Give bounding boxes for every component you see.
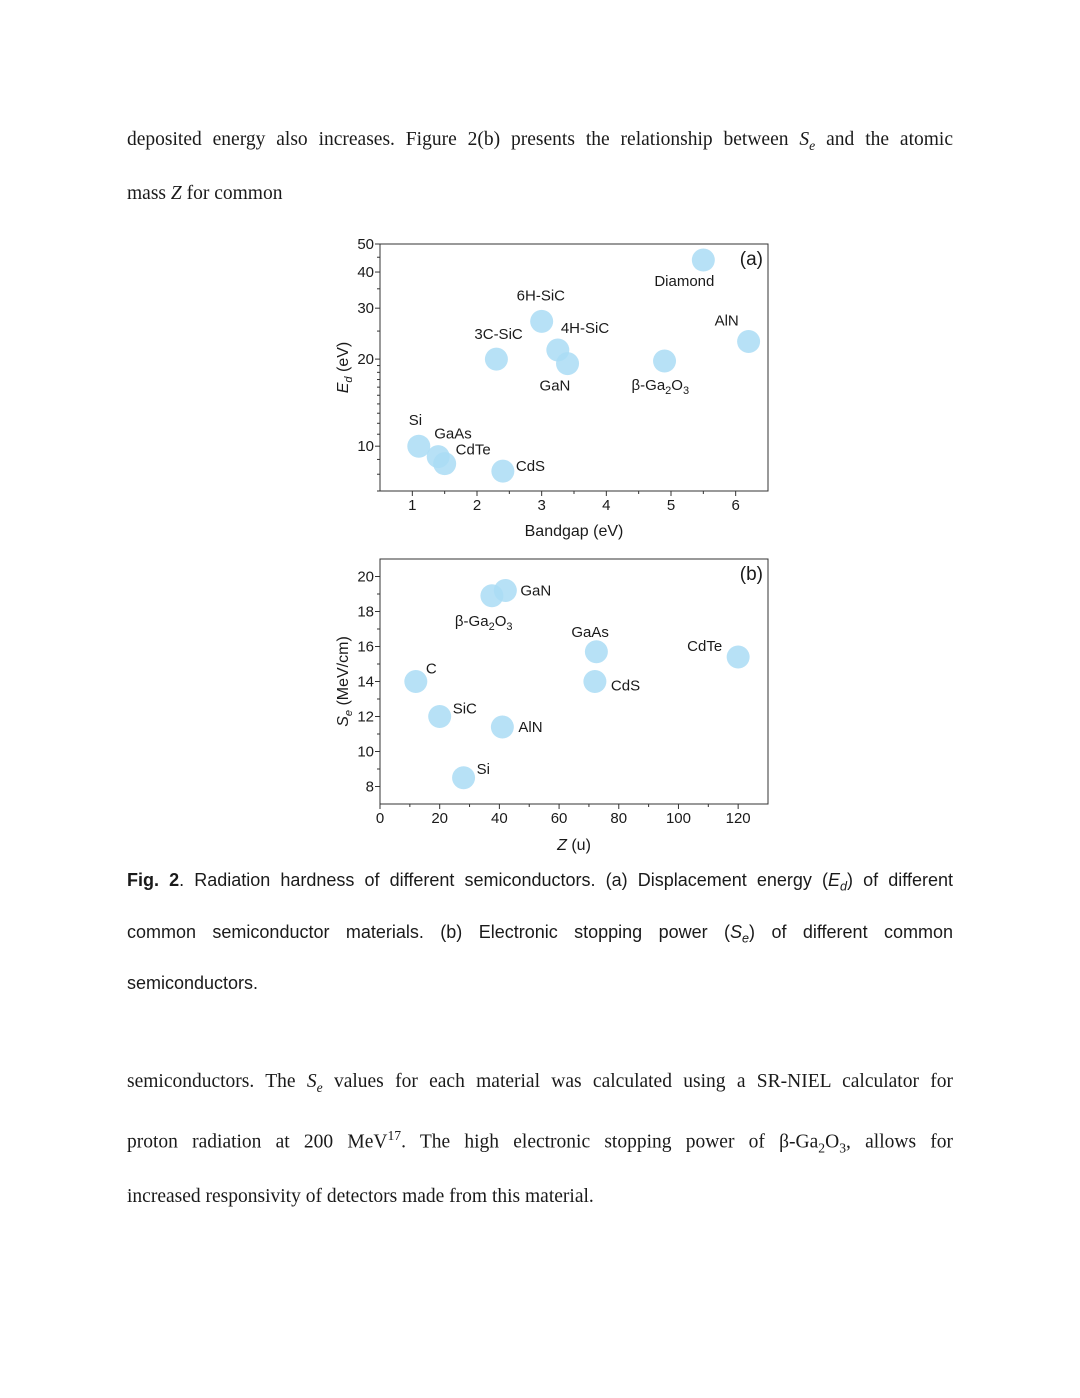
data-label: SiC bbox=[452, 700, 477, 718]
data-point bbox=[433, 452, 456, 475]
x-tick-label: 100 bbox=[665, 810, 691, 827]
y-tick-label: 20 bbox=[357, 568, 374, 586]
data-label: CdTe bbox=[455, 441, 491, 459]
y-tick-label: 10 bbox=[357, 743, 374, 761]
x-tick-label: 40 bbox=[491, 810, 508, 827]
data-point bbox=[491, 460, 514, 483]
data-point bbox=[737, 330, 760, 353]
text-run: . The high electronic stopping power of β-Ga bbox=[401, 1131, 819, 1153]
subscript: 2 bbox=[818, 1140, 826, 1156]
text-run: , allows for bbox=[846, 1131, 953, 1153]
data-point bbox=[692, 249, 715, 272]
x-axis-label bbox=[556, 837, 591, 854]
se-symbol: S bbox=[306, 1071, 317, 1092]
paragraph-bottom-line-2 bbox=[127, 1112, 953, 1173]
y-tick-label: 12 bbox=[357, 708, 374, 726]
label-subscript: 2 bbox=[665, 385, 672, 398]
data-point bbox=[653, 350, 676, 373]
text-run: . Radiation hardness of different semiconductors. (a) Displacement energy ( bbox=[179, 870, 829, 890]
text-run: for common bbox=[181, 183, 283, 205]
axis-unit: (eV) bbox=[335, 341, 352, 377]
x-tick-label: 80 bbox=[610, 810, 628, 827]
data-label: GaN bbox=[539, 377, 571, 395]
label-text: O bbox=[494, 612, 507, 630]
label-subscript: 2 bbox=[488, 620, 495, 633]
y-tick-label: 40 bbox=[357, 264, 374, 282]
paragraph-bottom bbox=[127, 1058, 953, 1222]
data-point bbox=[407, 435, 430, 458]
x-tick-label: 4 bbox=[602, 497, 611, 514]
se-subscript: e bbox=[316, 1079, 323, 1095]
data-point bbox=[491, 716, 514, 739]
y-tick-label: 10 bbox=[357, 438, 374, 456]
axis-subscript: d bbox=[343, 376, 355, 383]
text-run: O bbox=[825, 1131, 840, 1153]
data-point bbox=[428, 705, 451, 728]
data-label: CdS bbox=[515, 458, 546, 476]
data-label: CdTe bbox=[687, 638, 723, 655]
caption-line-1 bbox=[127, 858, 953, 910]
axis-subscript: e bbox=[343, 709, 355, 717]
data-label: Diamond bbox=[654, 273, 715, 291]
x-tick-label: 120 bbox=[725, 810, 751, 827]
y-tick-label: 16 bbox=[357, 638, 374, 656]
x-tick-label: 2 bbox=[472, 497, 482, 514]
subscript: 3 bbox=[839, 1140, 847, 1156]
paragraph-bottom-line-3: increased responsivity of detectors made from this material. bbox=[127, 1186, 594, 1208]
y-tick-label: 18 bbox=[357, 603, 374, 621]
data-point bbox=[556, 352, 579, 375]
data-label: 4H-SiC bbox=[560, 320, 610, 338]
caption-line-3: semiconductors. bbox=[127, 973, 259, 994]
data-label: CdS bbox=[610, 677, 641, 695]
data-label: C bbox=[425, 660, 437, 678]
data-label: AlN bbox=[714, 312, 739, 330]
plot-frame bbox=[380, 559, 768, 804]
x-tick-label: 1 bbox=[408, 497, 417, 514]
data-label: AlN bbox=[518, 719, 543, 736]
ed-symbol: E bbox=[828, 870, 841, 890]
data-label: 6H-SiC bbox=[516, 287, 566, 305]
paragraph-bottom-line-1 bbox=[127, 1058, 953, 1112]
y-tick-label: 50 bbox=[357, 236, 374, 253]
data-point bbox=[404, 670, 427, 693]
axis-unit: (u) bbox=[566, 837, 591, 854]
data-label: GaAs bbox=[434, 425, 472, 443]
data-point bbox=[585, 640, 608, 663]
text-run: mass bbox=[127, 183, 171, 205]
figure-caption bbox=[127, 858, 953, 1006]
y-axis-label bbox=[335, 636, 355, 727]
data-label bbox=[455, 613, 513, 633]
label-subscript: 3 bbox=[506, 620, 513, 633]
y-axis-label bbox=[335, 342, 355, 393]
label-text: β-Ga bbox=[454, 612, 489, 630]
x-tick-label: 5 bbox=[666, 497, 676, 514]
axis-symbol: E bbox=[335, 382, 352, 394]
x-tick-label: 60 bbox=[550, 810, 568, 827]
reference-superscript: 17 bbox=[387, 1128, 402, 1144]
data-label: 3C-SiC bbox=[474, 326, 523, 344]
axis-symbol: Z bbox=[557, 837, 567, 854]
y-tick-label: 30 bbox=[357, 300, 374, 318]
se-subscript: e bbox=[809, 137, 816, 153]
data-point bbox=[530, 310, 553, 333]
y-tick-label: 14 bbox=[357, 673, 374, 691]
text-run: ) of different bbox=[847, 870, 953, 890]
se-symbol: S bbox=[730, 921, 743, 942]
text-run: values for each material was calculated using a SR-NIEL calculator for bbox=[322, 1071, 953, 1092]
text-run: deposited energy also increases. Figure 2(b) presents the relationship between bbox=[127, 129, 800, 150]
x-tick-label: 6 bbox=[731, 497, 740, 514]
data-point bbox=[452, 766, 475, 789]
figure-label: Fig. 2 bbox=[127, 870, 180, 890]
axis-unit: (MeV/cm) bbox=[335, 636, 352, 710]
x-tick-label: 3 bbox=[537, 497, 546, 514]
panel-label: (a) bbox=[739, 249, 763, 270]
data-label: GaN bbox=[520, 582, 552, 600]
panel-label: (b) bbox=[739, 564, 763, 585]
x-tick-label: 20 bbox=[431, 810, 449, 827]
text-run: semiconductors. The bbox=[127, 1071, 307, 1092]
data-label: GaAs bbox=[571, 623, 609, 641]
data-label: Si bbox=[476, 760, 490, 778]
x-axis-label: Bandgap (eV) bbox=[524, 523, 624, 540]
ed-subscript: d bbox=[840, 879, 848, 894]
se-subscript: e bbox=[742, 931, 750, 946]
panel-a-chart bbox=[335, 236, 768, 540]
axis-symbol: S bbox=[335, 716, 352, 727]
y-tick-label: 8 bbox=[365, 778, 374, 796]
x-tick-label: 0 bbox=[375, 810, 385, 827]
data-label bbox=[632, 377, 690, 397]
y-tick-label: 20 bbox=[357, 351, 374, 369]
data-label: Si bbox=[408, 412, 423, 430]
text-run: common semiconductor materials. (b) Electronic stopping power ( bbox=[127, 921, 731, 942]
text-run: proton radiation at 200 MeV bbox=[127, 1131, 388, 1153]
data-point bbox=[583, 670, 606, 693]
se-symbol: S bbox=[799, 129, 810, 150]
data-point bbox=[727, 646, 750, 669]
text-run: ) of different common bbox=[749, 921, 953, 942]
label-text: β-Ga bbox=[631, 377, 666, 395]
z-symbol: Z bbox=[170, 183, 182, 205]
text-run: and the atomic bbox=[815, 129, 953, 150]
caption-line-2 bbox=[127, 910, 953, 962]
data-point bbox=[485, 348, 508, 371]
label-subscript: 3 bbox=[682, 385, 690, 398]
panel-b-chart bbox=[335, 559, 768, 854]
data-point bbox=[494, 579, 517, 602]
label-text: O bbox=[671, 377, 683, 395]
